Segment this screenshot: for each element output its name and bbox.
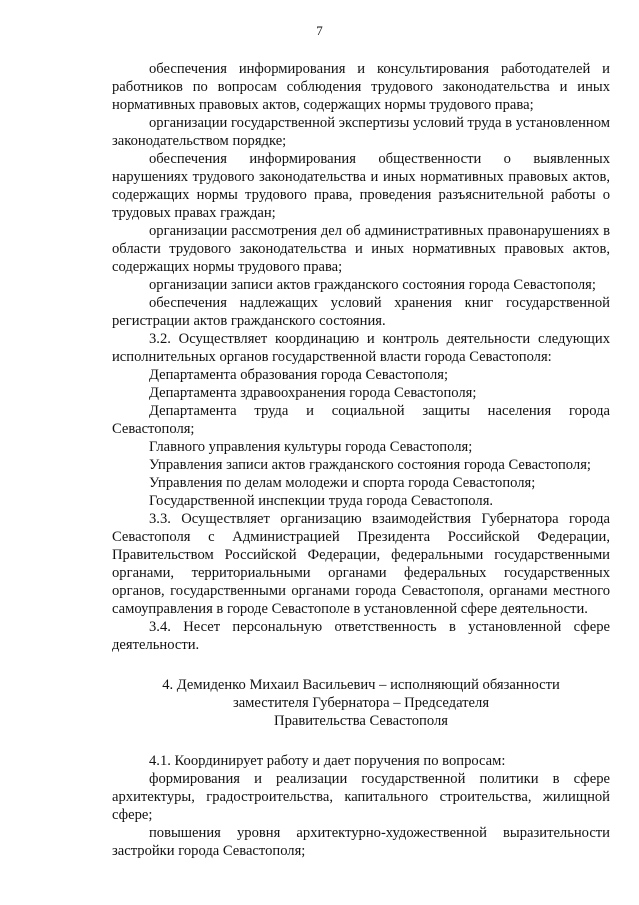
paragraph: обеспечения информирования и консультирования работодателей и работников по вопросам соблюдения трудового законодательства и иных нормативных правовых актов, содержащих нормы трудового права; [112,61,610,113]
paragraph: повышения уровня архитектурно-художественной выразительности застройки города Севастополя; [112,825,610,859]
heading-line: заместителя Губернатора – Председателя [232,695,490,711]
paragraph: обеспечения надлежащих условий хранения книг государственной регистрации актов гражданского состояния. [112,295,610,329]
page-number: 7 [316,23,323,38]
list-item: Управления записи актов гражданского состояния города Севастополя; [149,457,591,473]
paragraph: организации государственной экспертизы условий труда в установленном законодательством порядке; [112,115,610,149]
paragraph: обеспечения информирования общественности о выявленных нарушениях трудового законодательства и иных нормативных правовых актов, содержащих нормы трудового права, проведения разъяснительной работы о трудовых правах граждан; [112,151,610,221]
paragraph: организации рассмотрения дел об административных правонарушениях в области трудового законодательства и иных нормативных правовых актов, содержащих нормы трудового права; [112,223,610,275]
list-item: Главного управления культуры города Севастополя; [149,439,473,455]
section-3-3: 3.3. Осуществляет организацию взаимодействия Губернатора города Севастополя с Администрацией Президента Российской Федерации, Правительством Российской Федерации, федеральными государственными органами, территориальными органами федеральных государственных органов, государственными органами города Севастополя, органами местного самоуправления в городе Севастополе в установленной сфере деятельности. [112,511,610,617]
paragraph: формирования и реализации государственной политики в сфере архитектуры, градостроительства, капитального строительства, жилищной сфере; [112,771,610,823]
document-body [112,60,610,860]
heading-line: Правительства Севастополя [274,713,448,729]
section-3-2: 3.2. Осуществляет координацию и контроль деятельности следующих исполнительных органов государственной власти города Севастополя: [112,331,610,365]
list-item: Департамента здравоохранения города Севастополя; [149,385,477,401]
list-item: Департамента образования города Севастополя; [149,367,449,383]
paragraph: организации записи актов гражданского состояния города Севастополя; [149,277,596,293]
list-item: Департамента труда и социальной защиты населения города Севастополя; [112,403,610,437]
heading-line: 4. Демиденко Михаил Васильевич – исполняющий обязанности [162,677,560,693]
list-item: Государственной инспекции труда города Севастополя. [149,493,494,509]
section-4-1: 4.1. Координирует работу и дает поручения по вопросам: [149,753,506,769]
section-3-4: 3.4. Несет персональную ответственность в установленной сфере деятельности. [112,619,610,653]
list-item: Управления по делам молодежи и спорта города Севастополя; [149,475,536,491]
section-heading [112,676,610,730]
